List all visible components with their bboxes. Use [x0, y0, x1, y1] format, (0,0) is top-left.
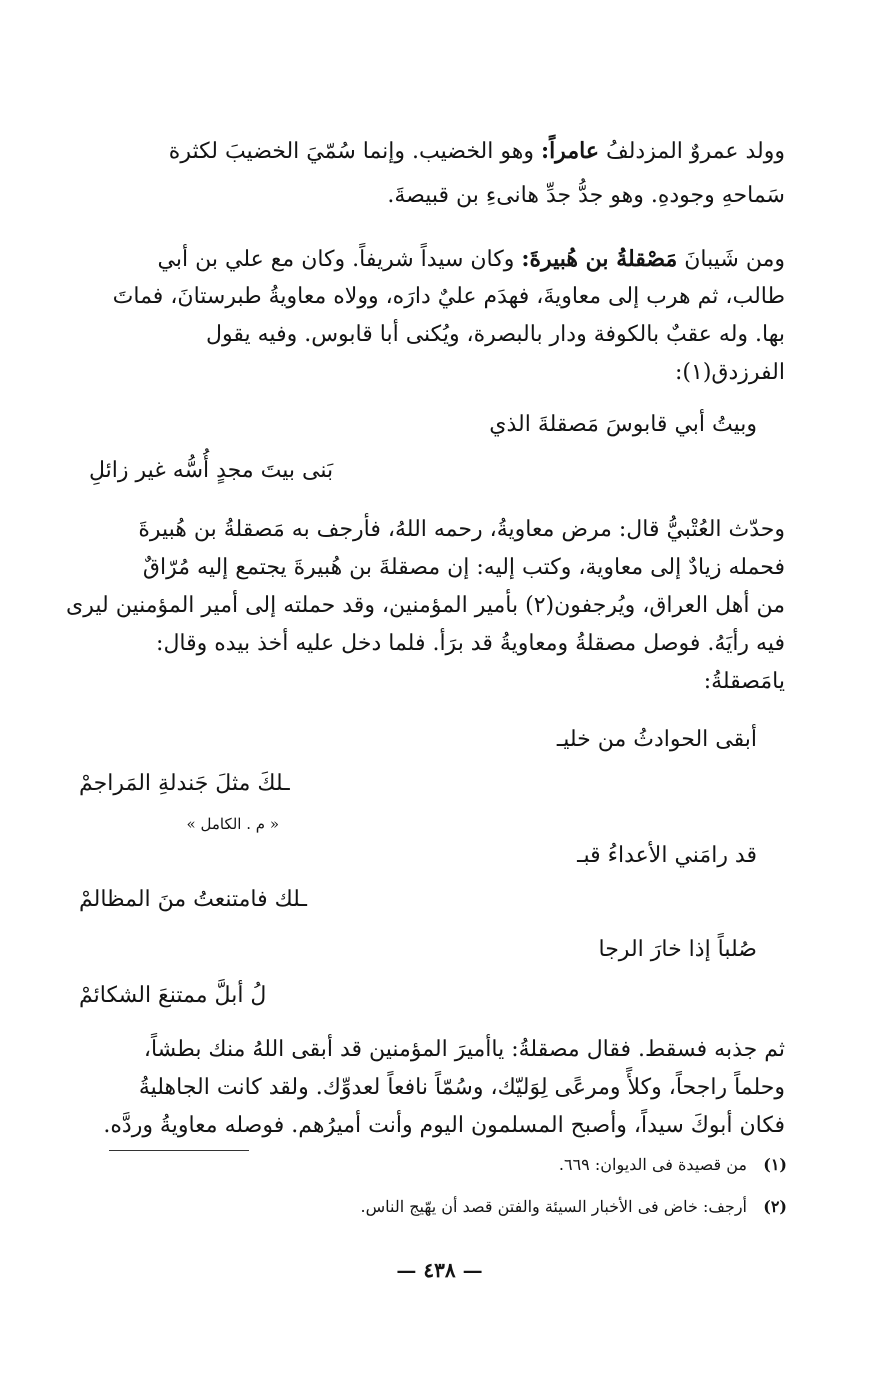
text-run: وولد عمروٌ المزدلفُ [598, 139, 785, 164]
text-run: فكان أبوكَ سيداً، وأصبح المسلمون اليوم وأنت أميرُهم. فوصله معاويةُ وردَّه. [103, 1113, 785, 1138]
poem-hemistich: بَنى بيتَ مجدٍ أُسُّه غير زائلِ [89, 458, 334, 483]
poem-hemistich: ـلكَ مثلَ جَندلةِ المَراجمْ [79, 771, 290, 796]
footnote [117, 1192, 787, 1222]
bold-name: عامراً: [540, 138, 599, 164]
page-number: — ٤٣٨ — [396, 1258, 483, 1282]
poem-hemistich: صُلباً إذا خارَ الرجا [598, 937, 757, 962]
footnote-number: (١) [763, 1155, 787, 1174]
footnote [117, 1150, 787, 1180]
bold-name: مَصْقلةُ بن هُبيرةَ: [521, 246, 678, 272]
text-run: فحمله زيادٌ إلى معاوية، وكتب إليه: إن مصقلةَ بن هُبيرةَ يجتمع إليه مُرّاقٌ [142, 555, 785, 580]
text-run: يامَصقلةُ: [703, 669, 785, 694]
text-run: وكان سيداً شريفاً. وكان مع علي بن أبي [157, 247, 522, 272]
poem-hemistich: لُ أبلَّ ممتنعَ الشكائمْ [79, 983, 267, 1008]
prose-line [117, 174, 785, 218]
text-run: ومن شَيبانَ [677, 247, 785, 272]
text-run: الفرزدق(١): [675, 360, 785, 385]
poem-hemistich: قد رامَني الأعداءُ قبـ [577, 843, 757, 868]
text-run: وهو الخضيب. وإنما سُمّيَ الخضيبَ لكثرة [168, 139, 541, 164]
prose-line [117, 351, 785, 395]
poem-hemistich: ـلك فامتنعتُ منَ المظالمْ [79, 887, 307, 912]
poem-hemistich: وبيتُ أبي قابوسَ مَصقلةَ الذي [489, 412, 757, 437]
prose-line [103, 1104, 785, 1148]
footnote-text: من قصيدة فى الديوان: ٦٦٩. [558, 1155, 747, 1174]
text-run: من أهل العراق، ويُرجفون(٢) بأمير المؤمنين، وقد حملته إلى أمير المؤمنين ليرى [66, 593, 785, 618]
text-run: وحدّث العُتْبيُّ قال: مرض معاويةُ، رحمه اللهُ، فأرجف به مَصقلةُ بن هُبيرةَ [138, 517, 785, 542]
text-run: سَماحهِ وجودهِ. وهو جدُّ جدِّ هانىءِ بن قبيصةَ. [387, 183, 785, 208]
text-run: ثم جذبه فسقط. فقال مصقلةُ: ياأميرَ المؤمنين قد أبقى اللهُ منك بطشاً، [143, 1037, 785, 1062]
text-run: بها. وله عقبٌ بالكوفة ودار بالبصرة، ويُكنى أبا قابوس. وفيه يقول [206, 322, 785, 347]
prose-line [117, 129, 785, 173]
footnote-text: أرجف: خاض فى الأخبار السيئة والفتن قصد أن يهّيج الناس. [360, 1197, 747, 1216]
prose-line [117, 660, 785, 704]
meter-label: « م . الكامل » [186, 815, 279, 833]
text-run: وحلماً راجحاً، وكلأً ومرعًى لِوَليّك، وسُمّاً نافعاً لعدوِّك. ولقد كانت الجاهليةُ [138, 1075, 785, 1100]
text-run: فيه رأيَهُ. فوصل مصقلةُ ومعاويةُ قد برَأ. فلما دخل عليه أخذ بيده وقال: [156, 631, 785, 656]
footnote-number: (٢) [763, 1197, 787, 1216]
text-run: طالب، ثم هرب إلى معاويةَ، فهدَم عليٌ دارَه، وولاه معاويةُ طبرستانَ، فماتَ [112, 284, 785, 309]
poem-hemistich: أبقى الحوادثُ من خليـ [556, 727, 757, 752]
